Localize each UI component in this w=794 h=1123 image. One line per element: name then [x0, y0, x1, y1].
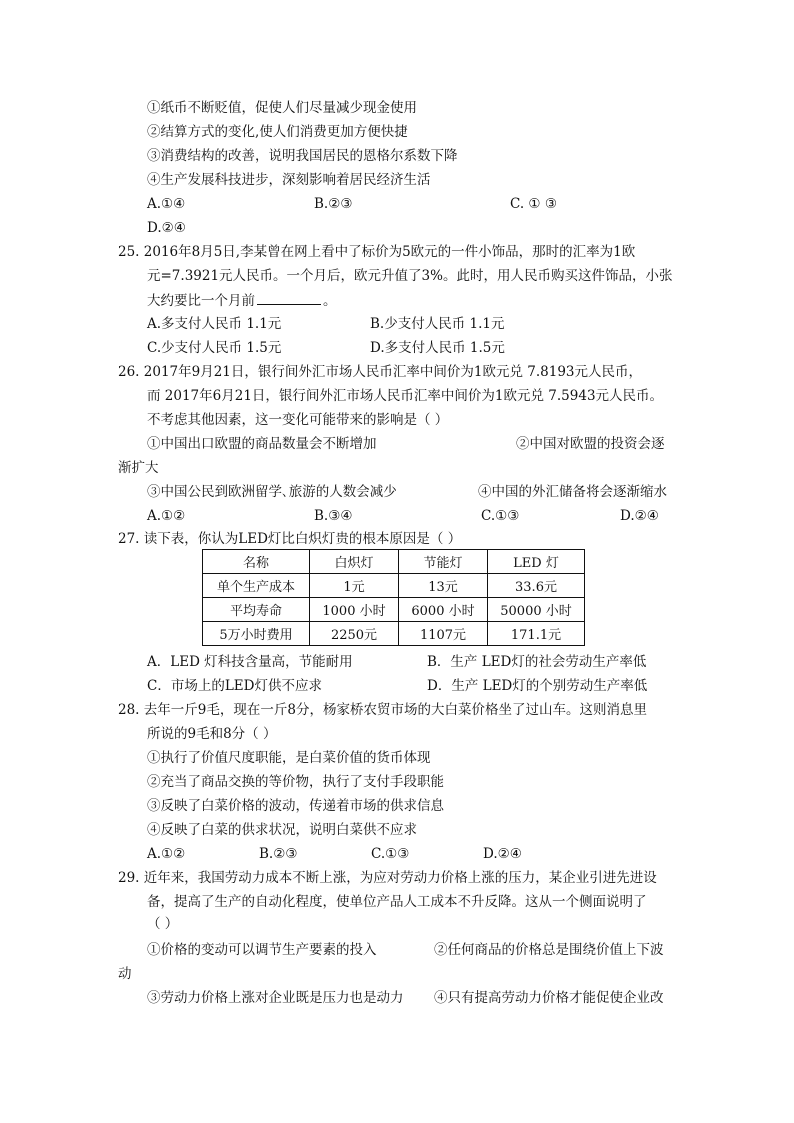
- q26-option-1: ①中国出口欧盟的商品数量会不断增加: [147, 436, 377, 452]
- table-cell: 2250元: [310, 622, 399, 646]
- q26-stem-line-2: 而 2017年6月21日，银行间外汇市场人民币汇率中间价为1欧元兑 7.5943元人民币。: [147, 388, 664, 404]
- table-cell: 33.6元: [488, 574, 585, 598]
- q29-stem-line-3: （ ）: [147, 916, 179, 932]
- table-cell: 单个生产成本: [203, 574, 310, 598]
- table-cell: 1元: [310, 574, 399, 598]
- q28-stem-line-2: 所说的9毛和8分（ ）: [147, 726, 277, 742]
- q25-choice-b: B.少支付人民币 1.1元: [370, 316, 505, 332]
- q27-choice-d: D．生产 LED灯的个别劳动生产率低: [427, 678, 648, 694]
- table-cell: 171.1元: [488, 622, 585, 646]
- q26-choice-c: C.①③: [481, 508, 520, 524]
- q29-option-3: ③劳动力价格上涨对企业既是压力也是动力: [147, 990, 404, 1006]
- q25-stem-line-3: [147, 291, 337, 310]
- q24-option-3: ③消费结构的改善，说明我国居民的恩格尔系数下降: [147, 148, 458, 164]
- q28-option-4: ④反映了白菜的供求状况，说明白菜供不应求: [147, 822, 417, 838]
- table-cell: 平均寿命: [203, 598, 310, 622]
- q26-option-2-wrap: 渐扩大: [118, 460, 159, 476]
- q26-stem-line-3: 不考虑其他因素，这一变化可能带来的影响是（ ）: [147, 412, 449, 428]
- q26-choice-a: A.①②: [147, 508, 186, 524]
- q25-choice-c: C.少支付人民币 1.5元: [147, 340, 282, 356]
- q29-option-2-wrap: 动: [118, 966, 132, 982]
- q28-stem-line-1: 28. 去年一斤9毛，现在一斤8分，杨家桥农贸市场的大白菜价格坐了过山车。这则消息里: [118, 702, 647, 718]
- q25-stem-line-2: 元=7.3921元人民币。一个月后，欧元升值了3%。此时，用人民币购买这件饰品，小张: [147, 268, 673, 284]
- table-header-cell: 白炽灯: [310, 550, 399, 574]
- q26-option-4: ④中国的外汇储备将会逐渐缩水: [478, 484, 667, 500]
- table-cell: 1107元: [399, 622, 488, 646]
- q24-choice-a: A.①④: [147, 196, 186, 212]
- q26-option-3: ③中国公民到欧洲留学､旅游的人数会减少: [147, 484, 397, 500]
- q28-choice-c: C.①③: [371, 846, 410, 862]
- q24-choice-d: D.②④: [147, 220, 186, 236]
- q25-stem-line-1: 25. 2016年8月5日,李某曾在网上看中了标价为5欧元的一件小饰品，那时的汇率为1欧: [118, 244, 636, 260]
- q25-stem-end: 。: [323, 293, 337, 309]
- answer-blank: [257, 291, 321, 305]
- table-cell: 1000 小时: [310, 598, 399, 622]
- q28-choice-d: D.②④: [483, 846, 522, 862]
- table-header-row: [203, 550, 585, 574]
- q27-choice-c: C．市场上的LED灯供不应求: [147, 678, 322, 694]
- table-cell: 6000 小时: [399, 598, 488, 622]
- table-row: [203, 598, 585, 622]
- q24-choice-b: B.②③: [314, 196, 353, 212]
- q25-choice-d: D.多支付人民币 1.5元: [370, 340, 505, 356]
- q27-stem: 27. 读下表，你认为LED灯比白炽灯贵的根本原因是（ ）: [118, 531, 462, 547]
- q29-stem-line-1: 29. 近年来，我国劳动力成本不断上涨，为应对劳动力价格上涨的压力，某企业引进先进设: [118, 870, 657, 886]
- q24-option-1: ①纸币不断贬值，促使人们尽量减少现金使用: [147, 100, 417, 116]
- q26-choice-b: B.③④: [314, 508, 353, 524]
- q26-choice-d: D.②④: [620, 508, 659, 524]
- q24-choice-c: C. ① ③: [510, 196, 557, 212]
- q29-option-2: ②任何商品的价格总是围绕价值上下波: [434, 942, 664, 958]
- q26-option-2: ②中国对欧盟的投资会逐: [516, 436, 665, 452]
- table-row: [203, 622, 585, 646]
- q24-option-4: ④生产发展科技进步，深刻影响着居民经济生活: [147, 172, 431, 188]
- lamp-comparison-table: [202, 549, 585, 646]
- q29-option-4: ④只有提高劳动力价格才能促使企业改: [434, 990, 664, 1006]
- q27-choice-b: B．生产 LED灯的社会劳动生产率低: [427, 654, 647, 670]
- q24-option-2: ②结算方式的变化,使人们消费更加方便快捷: [147, 124, 408, 140]
- table-row: [203, 574, 585, 598]
- q28-choice-a: A.①②: [147, 846, 186, 862]
- q28-option-3: ③反映了白菜价格的波动，传递着市场的供求信息: [147, 798, 444, 814]
- q28-choice-b: B.②③: [259, 846, 298, 862]
- table-cell: 5万小时费用: [203, 622, 310, 646]
- q29-option-1: ①价格的变动可以调节生产要素的投入: [147, 942, 377, 958]
- q29-stem-line-2: 备，提高了生产的自动化程度，使单位产品人工成本不升反降。这从一个侧面说明了: [147, 894, 647, 910]
- table-cell: 13元: [399, 574, 488, 598]
- table-header-cell: LED 灯: [488, 550, 585, 574]
- q27-choice-a: A．LED 灯科技含量高，节能耐用: [147, 654, 353, 670]
- table-header-cell: 节能灯: [399, 550, 488, 574]
- q26-stem-line-1: 26. 2017年9月21日，银行间外汇市场人民币汇率中间价为1欧元兑 7.8193元人民币，: [118, 364, 643, 380]
- q25-stem-text: 大约要比一个月前: [147, 293, 255, 309]
- q28-option-2: ②充当了商品交换的等价物，执行了支付手段职能: [147, 774, 444, 790]
- table-cell: 50000 小时: [488, 598, 585, 622]
- table-header-cell: 名称: [203, 550, 310, 574]
- q28-option-1: ①执行了价值尺度职能，是白菜价值的货币体现: [147, 750, 431, 766]
- q25-choice-a: A.多支付人民币 1.1元: [147, 316, 282, 332]
